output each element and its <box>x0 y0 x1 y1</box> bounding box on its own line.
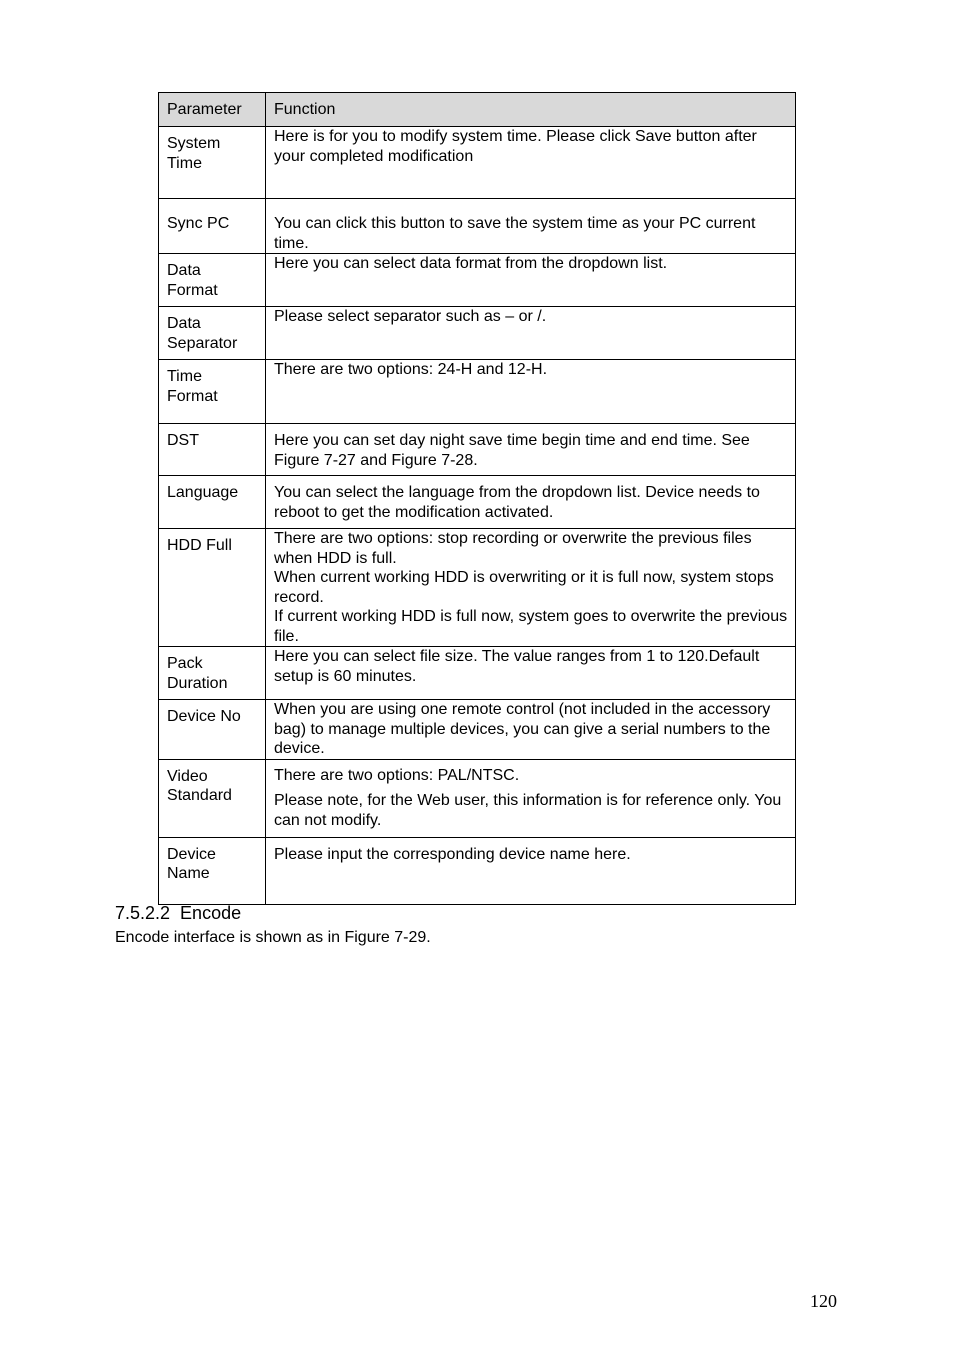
function-line: Here is for you to modify system time. Please click Save button after your completed modification <box>274 128 757 165</box>
function-line: You can click this button to save the system time as your PC current time. <box>274 215 756 252</box>
param-function <box>266 476 795 522</box>
section-number: 7.5.2.2 <box>115 903 171 923</box>
function-line: When you are using one remote control (not included in the accessory bag) to manage multiple devices, you can give a serial numbers to the device. <box>274 701 771 757</box>
function-line: You can select the language from the dropdown list. Device needs to reboot to get the modification activated. <box>274 484 760 521</box>
param-name: Time Format <box>167 368 218 405</box>
param-function <box>266 647 795 686</box>
param-name: HDD Full <box>167 537 232 554</box>
function-line: Please input the corresponding device name here. <box>274 845 631 863</box>
param-name: Device No <box>167 708 241 725</box>
param-function <box>266 307 795 327</box>
function-line: Please note, for the Web user, this information is for reference only. You can not modify. <box>274 792 782 829</box>
param-function <box>266 127 795 166</box>
section-heading <box>115 902 241 924</box>
param-function <box>266 700 795 759</box>
table-row <box>159 647 796 700</box>
function-line: Here you can select data format from the dropdown list. <box>274 255 668 272</box>
function-line: Here you can select file size. The value ranges from 1 to 120.Default setup is 60 minutes. <box>274 648 760 685</box>
function-line: Here you can set day night save time begin time and end time. See Figure 7-27 and Figure 7-28. <box>274 432 750 469</box>
table-row <box>159 700 796 760</box>
table-row <box>159 759 796 837</box>
param-function <box>266 529 795 646</box>
section-title: Encode <box>180 903 242 923</box>
header-function <box>266 93 796 127</box>
function-line: There are two options: 24-H and 12-H. <box>274 361 548 378</box>
function-line: Please select separator such as – or /. <box>274 308 547 325</box>
param-name: System Time <box>167 135 221 172</box>
param-name: Data Format <box>167 262 218 299</box>
table-row <box>159 360 796 424</box>
header-parameter <box>159 93 266 127</box>
param-name: Device Name <box>167 845 216 882</box>
table-row <box>159 837 796 904</box>
body-paragraph: Encode interface is shown as in Figure 7-29. <box>115 929 431 946</box>
function-line: If current working HDD is full now, system goes to overwrite the previous file. <box>274 608 788 645</box>
function-line: There are two options: stop recording or overwrite the previous files when HDD is full. <box>274 530 752 567</box>
param-name: Pack Duration <box>167 655 228 692</box>
header-parameter-label: Parameter <box>167 100 242 118</box>
table-row <box>159 254 796 307</box>
param-name: Data Separator <box>167 315 238 352</box>
table-row <box>159 476 796 529</box>
param-name: Sync PC <box>167 215 230 232</box>
param-name: Video Standard <box>167 767 232 804</box>
param-function <box>266 760 795 831</box>
table-row <box>159 424 796 476</box>
table-header-row <box>159 93 796 127</box>
param-function <box>266 199 795 253</box>
param-name: Language <box>167 484 239 501</box>
table-row <box>159 529 796 647</box>
table-row <box>159 199 796 254</box>
table-row <box>159 307 796 360</box>
param-function <box>266 424 795 470</box>
table-row <box>159 127 796 199</box>
param-function <box>266 360 795 380</box>
param-function <box>266 254 795 274</box>
param-name: DST <box>167 432 199 449</box>
parameter-table <box>158 92 796 905</box>
param-function <box>266 838 795 865</box>
header-function-label: Function <box>274 100 336 118</box>
function-line: When current working HDD is overwriting or it is full now, system stops record. <box>274 569 774 606</box>
function-line: There are two options: PAL/NTSC. <box>274 766 520 784</box>
page-number: 120 <box>810 1291 837 1311</box>
